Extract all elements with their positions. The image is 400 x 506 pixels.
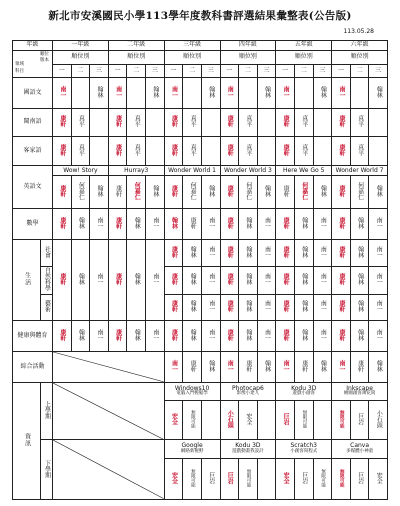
choice-2: 何嘉仁 bbox=[244, 182, 252, 201]
choice-2: 翰林 bbox=[300, 245, 308, 258]
not-applicable-cell bbox=[53, 440, 165, 500]
choice-2: 真平 bbox=[189, 115, 197, 128]
grade-2-header: 二年級 bbox=[108, 41, 164, 51]
rank-2: 二 bbox=[294, 64, 313, 77]
row-minnan bbox=[13, 108, 388, 137]
choice-2: 巨岩 bbox=[300, 471, 308, 484]
choice-3: 翰林 bbox=[319, 359, 327, 372]
choice-1: 康軒 bbox=[170, 185, 178, 198]
choice-1: 康軒 bbox=[58, 329, 66, 342]
row-english bbox=[13, 176, 388, 209]
choice-3: 翰林 bbox=[96, 85, 104, 98]
choice-2: 翰林 bbox=[356, 245, 364, 258]
choice-3: 巨岩 bbox=[207, 471, 215, 484]
choice-2: 無限可能 bbox=[190, 468, 196, 487]
choice-3: 南一 bbox=[207, 300, 215, 313]
choice-3: 翰林 bbox=[207, 85, 215, 98]
choice-2: 真平 bbox=[133, 144, 141, 157]
choice-2: 翰林 bbox=[244, 216, 252, 229]
rank-3: 三 bbox=[90, 64, 109, 77]
grade-5-header: 五年級 bbox=[276, 41, 332, 51]
choice-3: 南一 bbox=[375, 216, 383, 229]
choice-2: 何嘉仁 bbox=[356, 182, 364, 201]
choice-3: 翰林 bbox=[375, 85, 383, 98]
choice-1: 康軒 bbox=[282, 273, 290, 285]
choice-2: 真平 bbox=[244, 115, 252, 128]
row-health bbox=[13, 321, 388, 352]
subject-life: 生活 bbox=[13, 239, 41, 320]
choice-1: 康軒 bbox=[226, 115, 234, 128]
choice-3: 南一 bbox=[263, 300, 271, 313]
choice-2: 宏全 bbox=[244, 413, 252, 426]
choice-3: 南一 bbox=[151, 329, 159, 342]
order-label: 順位別 bbox=[332, 51, 388, 64]
choice-2: 翰林 bbox=[300, 216, 308, 229]
subject-chinese: 國語文 bbox=[13, 77, 53, 108]
choice-1: 南一 bbox=[282, 85, 290, 98]
choice-2: 真平 bbox=[189, 144, 197, 157]
choice-3: 南一 bbox=[319, 273, 327, 285]
choice-2: 何嘉仁 bbox=[133, 182, 141, 201]
subject-science: 自然科學 bbox=[41, 266, 53, 294]
choice-2: 真平 bbox=[77, 144, 85, 157]
choice-2: 何嘉仁 bbox=[77, 182, 85, 201]
row-info-first-header bbox=[13, 382, 388, 400]
choice-3: 南一 bbox=[96, 329, 104, 342]
choice-2: 真平 bbox=[77, 115, 85, 128]
choice-1: 康軒 bbox=[337, 216, 345, 229]
subject-integrated: 綜合活動 bbox=[13, 352, 53, 383]
choice-1: 康軒 bbox=[170, 273, 178, 285]
row-integrated bbox=[13, 352, 388, 383]
choice-2: 無限可能 bbox=[246, 468, 252, 487]
subject-social: 社會 bbox=[41, 239, 53, 266]
choice-2: 巨岩 bbox=[356, 413, 364, 426]
choice-3: 南一 bbox=[263, 245, 271, 258]
choice-2: 翰林 bbox=[244, 300, 252, 313]
choice-1: 康軒 bbox=[58, 216, 66, 229]
choice-2: 翰林 bbox=[189, 300, 197, 313]
english-book: Wow! Story bbox=[53, 166, 109, 176]
life-choice-1: 康軒 bbox=[114, 273, 122, 285]
choice-1: 翰林 bbox=[170, 216, 178, 229]
choice-1: 康軒 bbox=[282, 300, 290, 313]
choice-3: 南一 bbox=[375, 273, 383, 285]
choice-3: 南一 bbox=[375, 300, 383, 313]
row-english-books bbox=[13, 166, 388, 176]
choice-3: 南一 bbox=[375, 329, 383, 342]
subject-minnan: 閩南語 bbox=[13, 108, 53, 137]
choice-2: 翰林 bbox=[300, 300, 308, 313]
corner-grade: 年級 bbox=[13, 41, 53, 51]
choice-1: 巨岩 bbox=[282, 413, 290, 426]
english-book: Wonder World 3 bbox=[220, 166, 276, 176]
choice-1: 康軒 bbox=[282, 216, 290, 229]
choice-3: 翰林 bbox=[151, 185, 159, 198]
choice-1: 康軒 bbox=[226, 300, 234, 313]
choice-3: 宏全 bbox=[375, 471, 383, 484]
choice-1: 康軒 bbox=[114, 185, 122, 198]
choice-3: 翰林 bbox=[207, 185, 215, 198]
choice-2: 真平 bbox=[133, 115, 141, 128]
rank-3: 三 bbox=[146, 64, 165, 77]
rank-1: 一 bbox=[220, 64, 239, 77]
row-info-second-header bbox=[13, 440, 388, 458]
choice-3: 翰林 bbox=[96, 185, 104, 198]
row-chinese bbox=[13, 77, 388, 108]
choice-2: 康軒 bbox=[244, 359, 252, 372]
subject-math: 數學 bbox=[13, 209, 53, 240]
choice-2: 翰林 bbox=[133, 216, 141, 229]
choice-1: 康軒 bbox=[282, 115, 290, 128]
english-book: Wonder World 7 bbox=[332, 166, 388, 176]
choice-2: 翰林 bbox=[189, 245, 197, 258]
choice-2: 翰林 bbox=[244, 329, 252, 342]
choice-1: 無限可能 bbox=[339, 410, 345, 429]
rank-1: 一 bbox=[164, 64, 183, 77]
corner-version: 版本 bbox=[40, 58, 50, 64]
choice-3: 南一 bbox=[319, 245, 327, 258]
choice-1: 康軒 bbox=[114, 329, 122, 342]
choice-1: 康軒 bbox=[282, 329, 290, 342]
subject-health: 健康與體育 bbox=[13, 321, 53, 352]
choice-1: 宏全 bbox=[170, 471, 178, 484]
row-hakka bbox=[13, 137, 388, 166]
choice-2: 翰林 bbox=[244, 245, 252, 258]
choice-2: 翰林 bbox=[77, 216, 85, 229]
choice-1: 康軒 bbox=[58, 115, 66, 128]
choice-1: 南一 bbox=[282, 359, 290, 372]
choice-2: 翰林 bbox=[189, 329, 197, 342]
choice-1: 南一 bbox=[114, 85, 122, 98]
choice-1: 宏全 bbox=[282, 471, 290, 484]
rank-1: 一 bbox=[276, 64, 295, 77]
rank-3: 三 bbox=[313, 64, 332, 77]
choice-2: 康軒 bbox=[189, 359, 197, 372]
row-social bbox=[13, 239, 388, 266]
grade-6-header: 六年級 bbox=[332, 41, 388, 51]
choice-3: 南一 bbox=[319, 216, 327, 229]
choice-1: 康軒 bbox=[282, 144, 290, 157]
choice-1: 康軒 bbox=[170, 300, 178, 313]
life-choice-3: 南一 bbox=[96, 273, 104, 285]
subject-hakka: 客家語 bbox=[13, 137, 53, 166]
rank-2: 二 bbox=[127, 64, 146, 77]
choice-1: 康軒 bbox=[170, 245, 178, 258]
choice-1: 康軒 bbox=[58, 185, 66, 198]
choice-2: 翰林 bbox=[77, 329, 85, 342]
choice-3: 翰林 bbox=[263, 85, 271, 98]
grade-3-header: 三年級 bbox=[164, 41, 220, 51]
life-choice-1: 康軒 bbox=[58, 273, 66, 285]
choice-3: 南一 bbox=[207, 216, 215, 229]
row-math bbox=[13, 209, 388, 240]
info-course: Canva 多媒體小神童 bbox=[332, 440, 388, 458]
choice-3: 無限可能 bbox=[320, 468, 326, 487]
grade-4-header: 四年級 bbox=[220, 41, 276, 51]
choice-1: 康軒 bbox=[337, 245, 345, 258]
rank-3: 三 bbox=[201, 64, 220, 77]
choice-2: 真平 bbox=[356, 144, 364, 157]
choice-1: 康軒 bbox=[337, 115, 345, 128]
not-applicable-cell bbox=[53, 382, 165, 439]
choice-1: 康軒 bbox=[282, 185, 290, 198]
not-applicable-cell bbox=[53, 352, 165, 383]
choice-2: 真平 bbox=[356, 115, 364, 128]
choice-1: 康軒 bbox=[170, 115, 178, 128]
choice-1: 康軒 bbox=[226, 245, 234, 258]
subject-info: 資訊 bbox=[13, 382, 41, 499]
choice-2: 翰林 bbox=[244, 273, 252, 285]
corner-subject: 科目 bbox=[15, 69, 24, 75]
grade-1-header: 一年級 bbox=[53, 41, 109, 51]
choice-1: 康軒 bbox=[226, 185, 234, 198]
choice-2: 何嘉仁 bbox=[189, 182, 197, 201]
choice-1: 南一 bbox=[58, 85, 66, 98]
choice-3: 翰林 bbox=[375, 359, 383, 372]
info-course: Kodu 3D 遊戲動畫我設計 bbox=[220, 440, 276, 458]
choice-3: 南一 bbox=[151, 216, 159, 229]
publish-date: 113.05.28 bbox=[343, 28, 374, 35]
english-book: Here We Go 5 bbox=[276, 166, 332, 176]
choice-1: 南一 bbox=[170, 359, 178, 372]
choice-1: 南一 bbox=[226, 85, 234, 98]
choice-1: 康軒 bbox=[226, 329, 234, 342]
choice-3: 南一 bbox=[207, 329, 215, 342]
choice-1: 南一 bbox=[337, 85, 345, 98]
life-choice-2: 翰林 bbox=[77, 273, 85, 285]
choice-3: 南一 bbox=[263, 329, 271, 342]
choice-2: 巨岩 bbox=[356, 471, 364, 484]
choice-1: 康軒 bbox=[114, 144, 122, 157]
choice-2: 真平 bbox=[300, 144, 308, 157]
choice-1: 康軒 bbox=[337, 273, 345, 285]
header-corner bbox=[13, 51, 53, 78]
info-course: Scratch3 小創客寫程式 bbox=[276, 440, 332, 458]
choice-3: 南一 bbox=[207, 245, 215, 258]
choice-2: 康軒 bbox=[356, 359, 364, 372]
choice-3: 翰林 bbox=[319, 85, 327, 98]
rank-2: 二 bbox=[350, 64, 369, 77]
subject-arts: 藝術 bbox=[41, 294, 53, 321]
choice-3: 南一 bbox=[263, 273, 271, 285]
choice-2: 真平 bbox=[244, 144, 252, 157]
choice-1: 康軒 bbox=[337, 144, 345, 157]
rank-2: 二 bbox=[71, 64, 90, 77]
info-course: Photocap6 影像小達人 bbox=[220, 382, 276, 400]
choice-2: 翰林 bbox=[356, 300, 364, 313]
choice-1: 宏全 bbox=[170, 413, 178, 426]
choice-2: 康軒 bbox=[189, 216, 197, 229]
choice-1: 康軒 bbox=[226, 216, 234, 229]
order-label: 順位別 bbox=[276, 51, 332, 64]
choice-1: 康軒 bbox=[114, 115, 122, 128]
choice-3: 小石頭 bbox=[375, 410, 383, 429]
info-course: Google 網路新視野 bbox=[164, 440, 220, 458]
choice-2: 翰林 bbox=[300, 273, 308, 285]
choice-1: 南一 bbox=[337, 359, 345, 372]
choice-1: 康軒 bbox=[114, 216, 122, 229]
choice-3: 翰林 bbox=[207, 359, 215, 372]
choice-1: 小石頭 bbox=[226, 410, 234, 429]
choice-3: 南一 bbox=[263, 216, 271, 229]
choice-1: 南一 bbox=[226, 359, 234, 372]
rank-2: 二 bbox=[183, 64, 202, 77]
rank-3: 三 bbox=[257, 64, 276, 77]
choice-2: 無限可能 bbox=[190, 410, 196, 429]
choice-3: 南一 bbox=[319, 329, 327, 342]
english-book: Hurray3 bbox=[108, 166, 164, 176]
choice-1: 康軒 bbox=[170, 144, 178, 157]
selection-table bbox=[12, 40, 388, 500]
page-title: 新北市安溪國民小學113學年度教科書評選結果彙整表(公告版) bbox=[48, 10, 352, 22]
choice-1: 康軒 bbox=[337, 185, 345, 198]
corner-order: 順位 bbox=[40, 52, 50, 58]
choice-2: 翰林 bbox=[356, 329, 364, 342]
choice-2: 康軒 bbox=[300, 359, 308, 372]
rank-1: 一 bbox=[108, 64, 127, 77]
choice-1: 康軒 bbox=[282, 245, 290, 258]
choice-2: 何嘉仁 bbox=[300, 182, 308, 201]
choice-1: 康軒 bbox=[226, 144, 234, 157]
choice-3: 翰林 bbox=[319, 185, 327, 198]
choice-1: 康軒 bbox=[170, 329, 178, 342]
choice-3: 南一 bbox=[319, 300, 327, 313]
corner-domain: 領域 bbox=[15, 62, 24, 68]
rank-2: 二 bbox=[239, 64, 258, 77]
choice-2: 翰林 bbox=[300, 329, 308, 342]
info-course: Inkscape 繪圖創客萬花筒 bbox=[332, 382, 388, 400]
ranks-row bbox=[13, 64, 388, 77]
choice-3: 南一 bbox=[96, 216, 104, 229]
choice-3: 翰林 bbox=[263, 185, 271, 198]
choice-3: 翰林 bbox=[375, 185, 383, 198]
info-course: Kodu 3D 遊戲小創客 bbox=[276, 382, 332, 400]
choice-2: 翰林 bbox=[133, 329, 141, 342]
choice-1: 無限可能 bbox=[339, 468, 345, 487]
choice-3: 南一 bbox=[207, 273, 215, 285]
choice-3: 南一 bbox=[375, 245, 383, 258]
order-label: 順位別 bbox=[53, 51, 109, 64]
life-choice-3: 南一 bbox=[151, 273, 159, 285]
info-course: Windows10 電腦入門輕鬆學 bbox=[164, 382, 220, 400]
choice-1: 康軒 bbox=[337, 329, 345, 342]
choice-1: 康軒 bbox=[226, 273, 234, 285]
choice-3: 翰林 bbox=[263, 359, 271, 372]
order-label: 順位別 bbox=[220, 51, 276, 64]
semester-first: 上學期 bbox=[41, 382, 53, 439]
subject-english: 英語文 bbox=[13, 166, 53, 209]
choice-1: 康軒 bbox=[58, 144, 66, 157]
choice-1: 康軒 bbox=[337, 300, 345, 313]
choice-2: 真平 bbox=[300, 115, 308, 128]
rank-1: 一 bbox=[332, 64, 351, 77]
rank-3: 三 bbox=[369, 64, 388, 77]
choice-1: 南一 bbox=[170, 85, 178, 98]
life-choice-2: 翰林 bbox=[133, 273, 141, 285]
order-label: 順位別 bbox=[108, 51, 164, 64]
english-book: Wonder World 1 bbox=[164, 166, 220, 176]
choice-2: 無限可能 bbox=[301, 410, 307, 429]
order-label: 順位別 bbox=[164, 51, 220, 64]
choice-2: 翰林 bbox=[356, 273, 364, 285]
semester-second: 下學期 bbox=[41, 440, 53, 500]
choice-2: 翰林 bbox=[189, 273, 197, 285]
choice-1: 巨岩 bbox=[226, 471, 234, 484]
choice-3: 翰林 bbox=[151, 85, 159, 98]
choice-2: 翰林 bbox=[356, 216, 364, 229]
rank-1: 一 bbox=[53, 64, 72, 77]
